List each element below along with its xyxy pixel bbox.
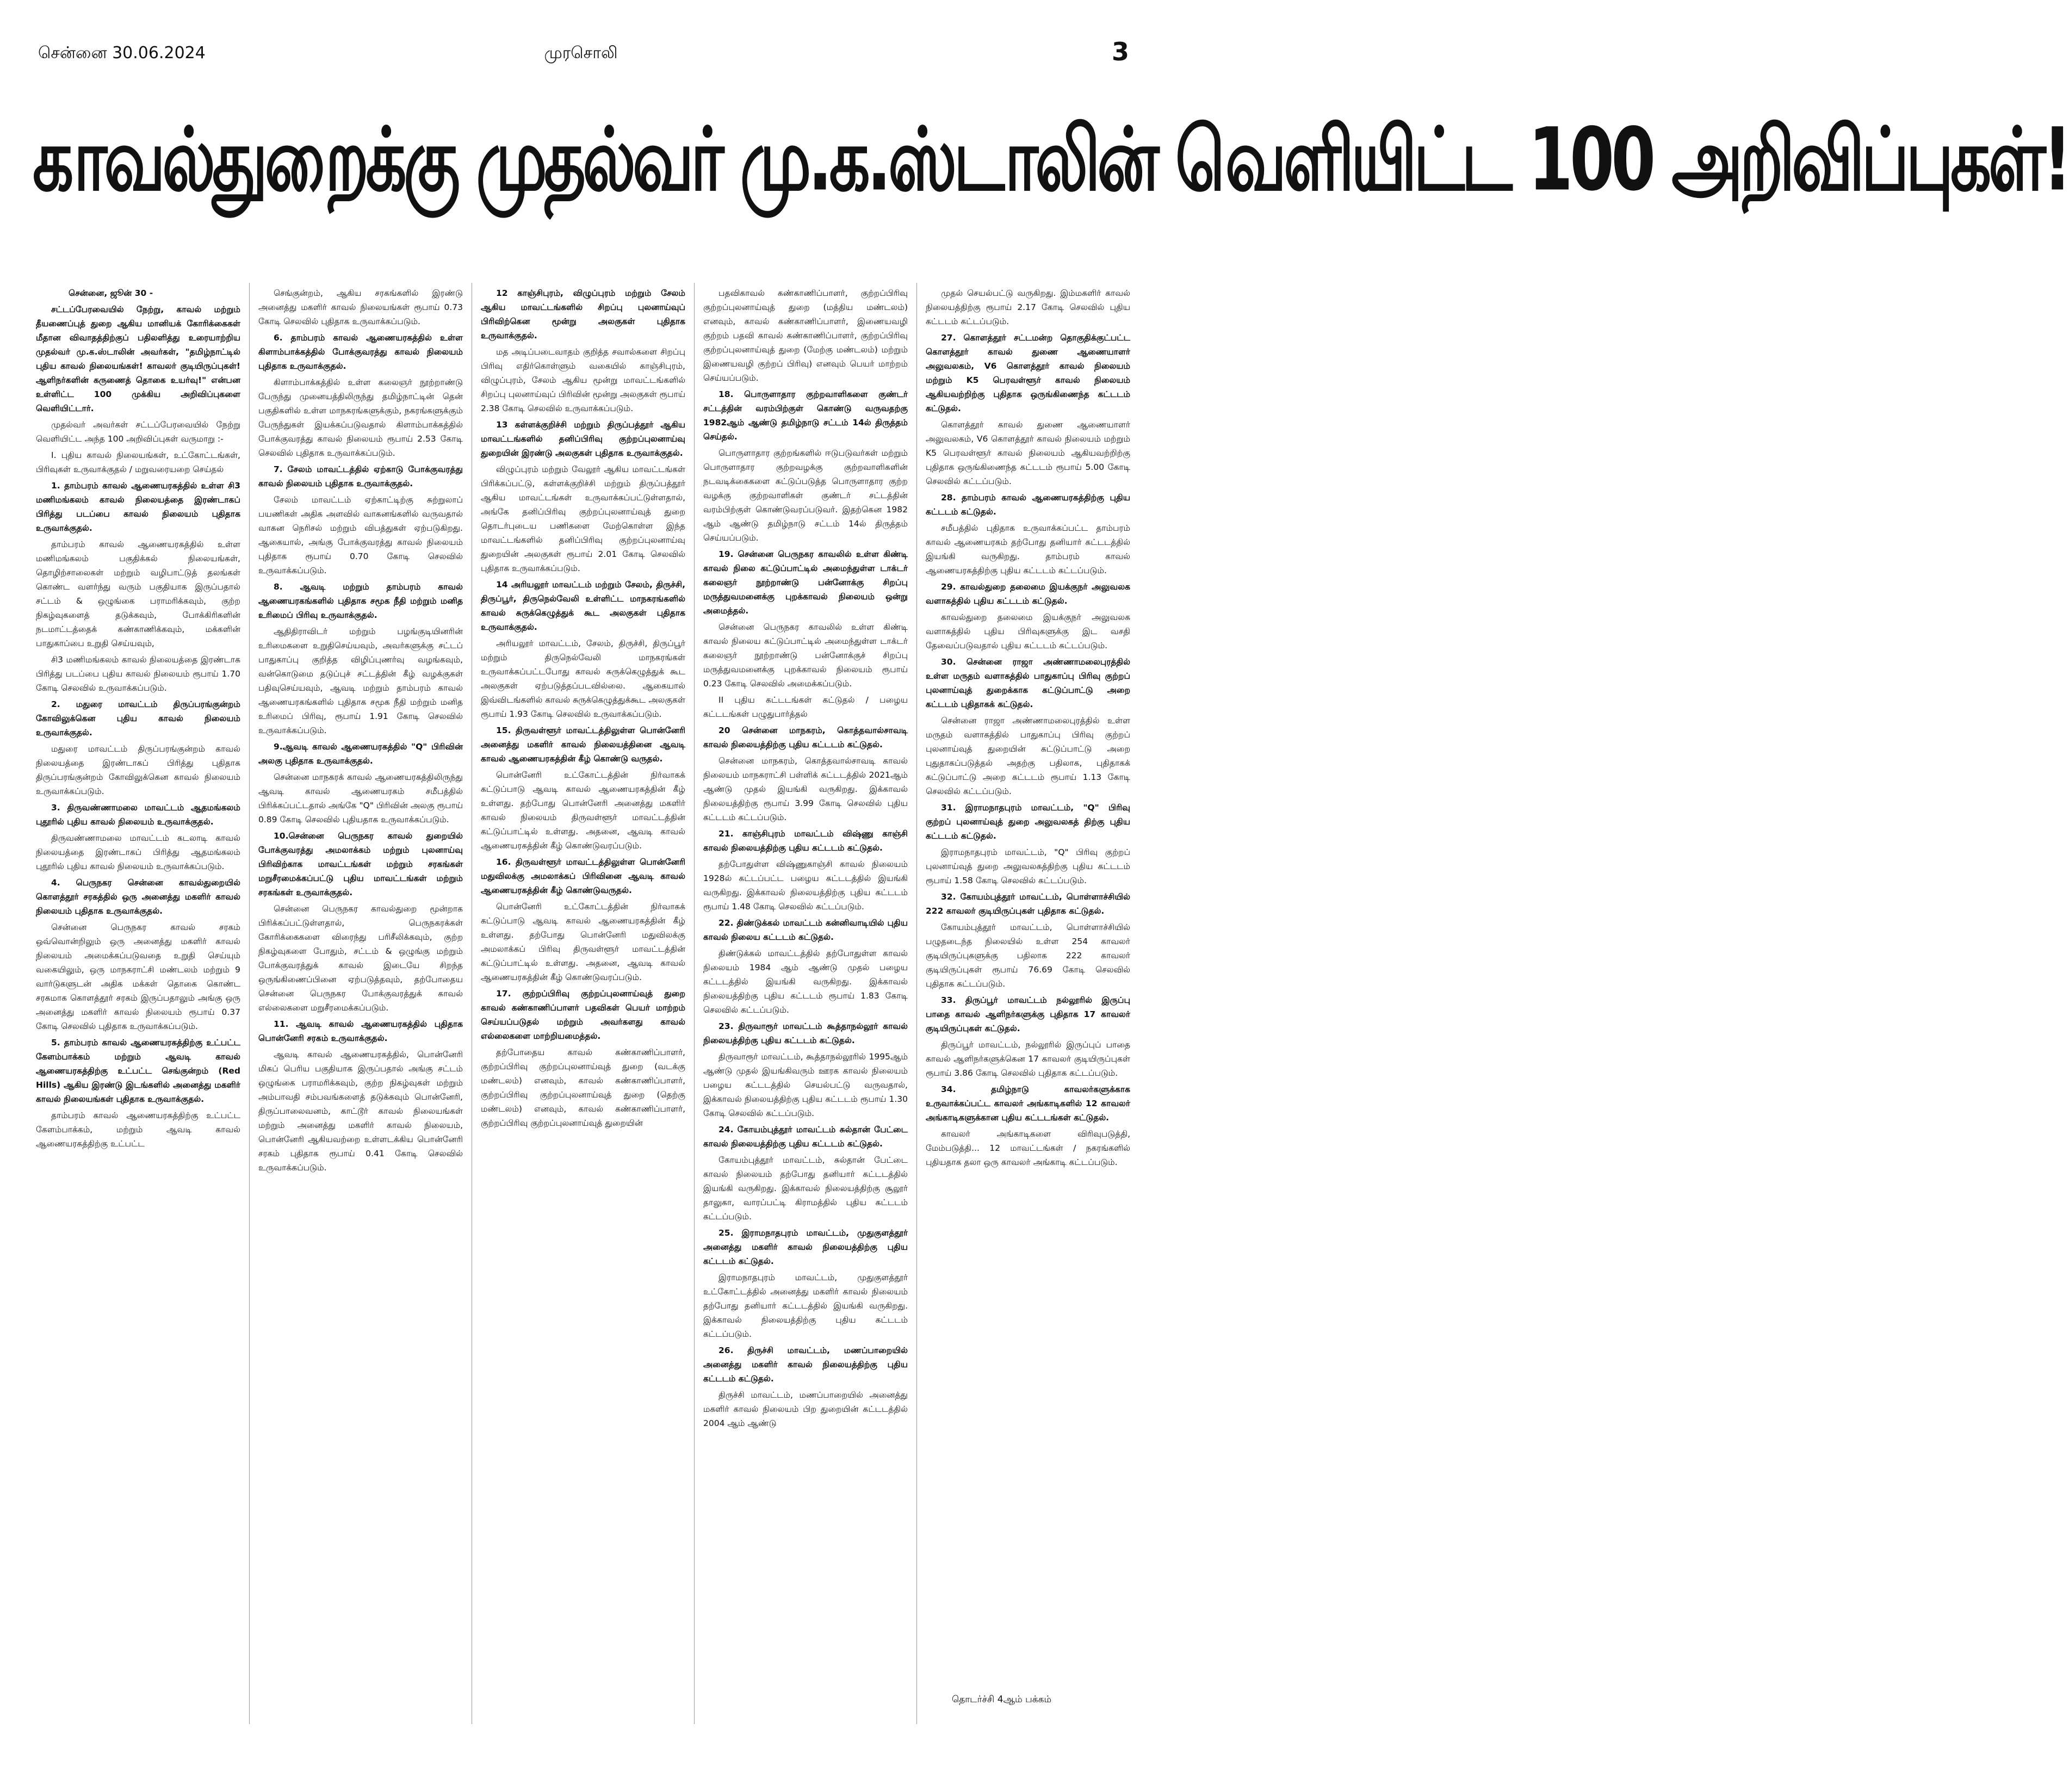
body-paragraph: சென்னை பெருநகர காவலில் உள்ள கிண்டி காவல் நிலைய கட்டுப்பாட்டில் அமைந்துள்ள டாக்டர் கலைஞர் நூற்றாண்டு பன்னோக்குச் சிறப்பு மருத்துவமனைக்கு புறக்காவல் நிலையம் ரூபாய் 0.23 கோடி செலவில் அமைக்கப்படும். <box>703 622 908 689</box>
body-paragraph: மதுரை மாவட்டம் திருப்பரங்குன்றம் காவல் நிலையத்தை இரண்டாகப் பிரித்து புதிதாக திருப்பரங்குன்றம் கோவிலுக்கென காவல் நிலையம் உருவாக்கப்படும். <box>36 744 240 796</box>
body-paragraph: திருப்பூர் மாவட்டம், நல்லூரில் இருப்புப் பாதை காவல் ஆளிநர்களுக்கென 17 காவலர் குடியிருப்புகள் ரூபாய் 3.86 கோடி செலவில் புதிதாக கட்டப்படும். <box>926 1040 1130 1078</box>
body-paragraph: விழுப்புரம் மற்றும் வேலூர் ஆகிய மாவட்டங்கள் பிரிக்கப்பட்டு, கள்ளக்குறிச்சி மற்றும் திருப்பத்தூர் ஆகிய மாவட்டங்கள் உருவாக்கப்பட்டுள்ளதால், அங்கே தனிப்பிரிவு குற்றப்புலனாய்வுத் துறை தொடர்புடைய பணிகளை மேற்கொள்ள இந்த மாவட்டங்களில் தனிப்பிரிவு குற்றப்புலனாய்வு துறையின் அலகுகள் ரூபாய் 2.01 கோடி செலவில் புதிதாக உருவாக்கப்படும். <box>481 464 685 573</box>
article-column-4 <box>703 286 908 1722</box>
body-paragraph: செங்குன்றம், ஆகிய சரகங்களில் இரண்டு அனைத்து மகளிர் காவல் நிலையங்கள் ரூபாய் 0.73 கோடி செலவில் புதிதாக உருவாக்கப்படும். <box>258 288 463 326</box>
announcement-heading: 26. திருச்சி மாவட்டம், மணப்பாறையில் அனைத்து மகளிர் காவல் நிலையத்திற்கு புதிய கட்டடம் கட்டுதல். <box>703 1345 908 1384</box>
body-paragraph: II புதிய கட்டடங்கள் கட்டுதல் / பழைய கட்டடங்கள் பழுதுபார்த்தல் <box>703 695 908 719</box>
body-paragraph: I. புதிய காவல் நிலையங்கள், உட்கோட்டங்கள், பிரிவுகள் உருவாக்குதல் / மறுவரையறை செய்தல் <box>36 450 240 474</box>
body-paragraph: சி3 மணிமங்கலம் காவல் நிலையத்தை இரண்டாக பிரித்து படப்பை புதிய காவல் நிலையம் ரூபாய் 1.70 கோடி செலவில் உருவாக்கப்படும். <box>36 655 240 693</box>
announcement-heading: 31. இராமநாதபுரம் மாவட்டம், "Q" பிரிவு குற்றப் புலனாய்வுத் துறை அலுவலகத் திற்கு புதிய கட்டடம் கட்டுதல். <box>926 803 1130 841</box>
body-paragraph: தாம்பரம் காவல் ஆணையரகத்திற்கு உட்பட்ட கேளம்பாக்கம், மற்றும் ஆவடி காவல் ஆணையரகத்திற்கு உட்பட்ட <box>36 1111 240 1149</box>
continued-note: தொடர்ச்சி 4ஆம் பக்கம் <box>952 1694 1052 1705</box>
announcement-heading: 29. காவல்துறை தலைமை இயக்குநர் அலுவலக வளாகத்தில் புதிய கட்டடம் கட்டுதல். <box>926 582 1130 606</box>
announcement-heading: 2. மதுரை மாவட்டம் திருப்பரங்குன்றம் கோவிலுக்கென புதிய காவல் நிலையம் உருவாக்குதல். <box>36 699 240 737</box>
body-paragraph: பதவிகாவல் கண்காணிப்பாளர், குற்றப்பிரிவு குற்றப்புலனாய்வுத் துறை (மத்திய மண்டலம்) எனவும், காவல் கண்காணிப்பாளர், இணையவழி குற்றம் பதவி காவல் கண்காணிப்பாளர், குற்றப்பிரிவு குற்றப்புலனாய்வுத் துறை (மேற்கு மண்டலம்) மற்றும் இணையவழி குற்றப் பிரிவு) எனவும் பெயர் மாற்றம் செய்யப்படும். <box>703 288 908 383</box>
body-paragraph: ஆவடி காவல் ஆணையரகத்தில், பொன்னேரி மிகப் பெரிய பகுதியாக இருப்பதால் அங்கு சட்டம் ஒழுங்கை பராமரிக்கவும், குற்ற நிகழ்வுகள் மற்றும் அம்பாவதி சம்பவங்களைத் தடுக்கவும் பொன்னேரி, திருப்பாலைவனம், காட்டூர் காவல் நிலையங்கள் மற்றும் அனைத்து மகளிர் காவல் நிலையம், பொன்னேரி ஆகியவற்றை உள்ளடக்கிய பொன்னேரி சரகம் புதிதாக ரூபாய் 0.41 கோடி செலவில் உருவாக்கப்படும். <box>258 1050 463 1173</box>
body-paragraph: தாம்பரம் காவல் ஆணையரகத்தில் உள்ள மணிமங்கலம் பகுதிக்கல் நிலையங்கள், தொழிற்சாலைகள் மற்றும் வழிபாட்டுத் தலங்கள் கொண்ட வளர்ந்து வரும் பகுதியாக இருப்பதால் சட்டம் & ஒழுங்கை பராமரிக்கவும், குற்ற நிகழ்வுகளைத் தடுக்கவும், போக்கிரிகளின் நடமாட்டத்தைக் கண்காணிக்கவும், மக்களின் பாதுகாப்பை உறுதி செய்யவும், <box>36 540 240 648</box>
announcement-heading: 32. கோயம்புத்தூர் மாவட்டம், பொள்ளாச்சியில் 222 காவலர் குடியிருப்புகள் புதிதாக கட்டுதல். <box>926 892 1130 916</box>
announcement-heading: 8. ஆவடி மற்றும் தாம்பரம் காவல் ஆணையரகங்களில் புதிதாக சமூக நீதி மற்றும் மனித உரிமைப் பிரிவு உருவாக்குதல். <box>258 582 463 620</box>
announcement-heading: 21. காஞ்சிபுரம் மாவட்டம் விஷ்ணு காஞ்சி காவல் நிலையத்திற்கு புதிய கட்டடம் கட்டுதல். <box>703 829 908 853</box>
article-column-2 <box>258 286 463 1722</box>
body-paragraph: பொன்னேரி உட்கோட்டத்தின் நிர்வாகக் கட்டுப்பாடு ஆவடி காவல் ஆணையரகத்தின் கீழ் உள்ளது. தற்போது பொன்னேரி அனைத்து மகளிர் காவல் நிலையம் திருவள்ளூர் மாவட்டத்தின் கட்டுப்பாட்டில் உள்ளது. அதனை, ஆவடி காவல் ஆணையரகத்தின் கீழ் கொண்டுவரப்படும். <box>481 770 685 851</box>
body-paragraph: சென்னை மாநகரம், கொத்தவால்சாவடி காவல் நிலையம் மாநகராட்சி பள்ளிக் கட்டடத்தில் 2021ஆம் ஆண்டு முதல் இயங்கி வருகிறது. இக்காவல் நிலையத்திற்கு ரூபாய் 3.99 கோடி செலவில் புதிய கட்டடம் கட்டப்படும். <box>703 756 908 822</box>
body-paragraph: திருவண்ணாமலை மாவட்டம் கடலாடி காவல் நிலையத்தை இரண்டாகப் பிரித்து ஆதமங்கலம் புதூரில் புதிய காவல் நிலையம் உருவாக்கப்படும். <box>36 833 240 871</box>
body-paragraph: ஆதிதிராவிடர் மற்றும் பழங்குடியினரின் உரிமைகளை உறுதிசெய்யவும், அவர்களுக்கு சட்டப் பாதுகாப்பு குறித்த விழிப்புணர்வு வழங்கவும், வன்கொடுமை தடுப்புச் சட்டத்தின் கீழ் வழக்குகள் பதிவுசெய்யவும், ஆவடி மற்றும் தாம்பரம் காவல் ஆணையரகங்களில் புதிதாக சமூக நீதி மற்றும் மனித உரிமைப் பிரிவு, ரூபாய் 1.91 கோடி செலவில் உருவாக்கப்படும். <box>258 627 463 735</box>
announcement-heading: 28. தாம்பரம் காவல் ஆணையரகத்திற்கு புதிய கட்டடம் கட்டுதல். <box>926 493 1130 517</box>
body-paragraph: சென்னை மாநகரக் காவல் ஆணையரகத்திலிருந்து ஆவடி காவல் ஆணையரகம் சமீபத்தில் பிரிக்கப்பட்டதால் அங்கே "Q" பிரிவின் அலகு ரூபாய் 0.89 கோடி செலவில் புதியதாக உருவாக்கப்படும். <box>258 772 463 824</box>
body-paragraph: திருச்சி மாவட்டம், மணப்பாறையில் அனைத்து மகளிர் காவல் நிலையம் பிற துறையின் கட்டடத்தில் 2004 ஆம் ஆண்டு <box>703 1390 908 1428</box>
body-paragraph: சென்னை பெருநகர காவல் சரகம் ஒவ்வொன்றிலும் ஒரு அனைத்து மகளிர் காவல் நிலையம் அமைக்கப்படுவதை உறுதி செய்யும் வகையிலும், ஒரு மாநகராட்சி மண்டலம் மற்றும் 9 வார்டுகளுடன் அதிக மக்கள் தொகை கொண்ட சரகமாக கொளத்தூர் சரகம் இருப்பதாலும் அங்கு ஒரு அனைத்து மகளிர் காவல் நிலையம் ரூபாய் 0.37 கோடி செலவில் புதிதாக உருவாக்கப்படும். <box>36 922 240 1031</box>
body-paragraph: கோயம்புத்தூர் மாவட்டம், சுல்தான் பேட்டை காவல் நிலையம் தற்போது தனியார் கட்டடத்தில் இயங்கி வருகிறது. இக்காவல் நிலையத்திற்கு சூலூர் தாலுகா, வாரப்பட்டி கிராமத்தில் புதிய கட்டடம் கட்டப்படும். <box>703 1155 908 1221</box>
announcement-heading: 25. இராமநாதபுரம் மாவட்டம், முதுகுளத்தூர் அனைத்து மகளிர் காவல் நிலையத்திற்கு புதிய கட்டடம் கட்டுதல். <box>703 1228 908 1266</box>
announcement-heading: 5. தாம்பரம் காவல் ஆணையரகத்திற்கு உட்பட்ட கேளம்பாக்கம் மற்றும் ஆவடி காவல் ஆணையரகத்திற்கு உட்பட்ட செங்குன்றம் (Red Hills) ஆகிய இரண்டு இடங்களில் அனைத்து மகளிர் காவல் நிலையங்கள் புதிதாக உருவாக்குதல். <box>36 1038 240 1104</box>
body-paragraph: இராமநாதபுரம் மாவட்டம், முதுகுளத்தூர் உட்கோட்டத்தில் அனைத்து மகளிர் காவல் நிலையம் தற்போது தனியார் கட்டடத்தில் இயங்கி வருகிறது. இக்காவல் நிலையத்திற்கு புதிய கட்டடம் கட்டப்படும். <box>703 1273 908 1339</box>
announcement-heading: 1. தாம்பரம் காவல் ஆணையரகத்தில் உள்ள சி3 மணிமங்கலம் காவல் நிலையத்தை இரண்டாகப் பிரித்து படப்பை காவல் நிலையம் புதிதாக உருவாக்குதல். <box>36 481 240 533</box>
body-paragraph: கொளத்தூர் காவல் துணை ஆணையாளர் அலுவலகம், V6 கொளத்தூர் காவல் நிலையம் மற்றும் K5 பெரவள்ளூர் காவல் நிலையம் ஆகியவற்றிற்கு புதிதாக ஒருங்கிணைந்த கட்டடம் ரூபாய் 5.00 கோடி செலவில் கட்டப்படும். <box>926 420 1130 486</box>
article-column-1 <box>36 286 240 1722</box>
body-paragraph: காவலர் அங்காடிகளை விரிவுபடுத்தி, மேம்படுத்தி... 12 மாவட்டங்கள் / நகரங்களில் புதியதாக தலா ஒரு காவலர் அங்காடி கட்டப்படும். <box>926 1129 1130 1167</box>
column-rule <box>249 283 250 1724</box>
announcement-heading: 27. கொளத்தூர் சட்டமன்ற தொகுதிக்குட்பட்ட கொளத்தூர் காவல் துணை ஆணையாளர் அலுவலகம், V6 கொளத்தூர் காவல் நிலையம் மற்றும் K5 பெரவள்ளூர் காவல் நிலையம் ஆகியவற்றிற்கு புதிதாக ஒருங்கிணைந்த கட்டடம் கட்டுதல். <box>926 333 1130 413</box>
body-paragraph: திண்டுக்கல் மாவட்டத்தில் தற்போதுள்ள காவல் நிலையம் 1984 ஆம் ஆண்டு முதல் பழைய கட்டடத்தில் இயங்கி வருகிறது. இக்காவல் நிலையத்திற்கு புதிய கட்டடம் ரூபாய் 1.83 கோடி செலவில் கட்டப்படும். <box>703 948 908 1015</box>
announcement-heading: 16. திருவள்ளூர் மாவட்டத்திலுள்ள பொன்னேரி மதுவிலக்கு அமலாக்கப் பிரிவினை ஆவடி காவல் ஆணையரகத்தின் கீழ் கொண்டுவருதல். <box>481 857 685 895</box>
issue-date: சென்னை 30.06.2024 <box>38 44 206 63</box>
announcement-heading: 11. ஆவடி காவல் ஆணையரகத்தில் புதிதாக பொன்னேரி சரகம் உருவாக்குதல். <box>258 1019 463 1043</box>
body-paragraph: முதல்வர் அவர்கள் சட்டப்பேரவையில் நேற்று வெளியிட்ட அந்த 100 அறிவிப்புகள் வருமாறு :- <box>36 420 240 444</box>
announcement-heading: 9.ஆவடி காவல் ஆணையரகத்தில் "Q" பிரிவின் அலகு புதிதாக உருவாக்குதல். <box>258 742 463 766</box>
announcement-heading: 20 சென்னை மாநகரம், கொத்தவால்சாவடி காவல் நிலையத்திற்கு புதிய கட்டடம் கட்டுதல். <box>703 726 908 749</box>
body-paragraph: தற்போதுள்ள விஷ்ணுகாஞ்சி காவல் நிலையம் 1928ல் கட்டப்பட்ட பழைய கட்டடத்தில் இயங்கி வருகிறது. இக்காவல் நிலையத்திற்கு புதிய கட்டடம் ரூபாய் 1.48 கோடி செலவில் கட்டப்படும். <box>703 859 908 911</box>
body-paragraph: பொன்னேரி உட்கோட்டத்தின் நிர்வாகக் கட்டுப்பாடு ஆவடி காவல் ஆணையரகத்தின் கீழ் உள்ளது. தற்போது பொன்னேரி மதுவிலக்கு அமலாக்கப் பிரிவு திருவள்ளூர் மாவட்டத்தின் கட்டுப்பாட்டில் உள்ளது. அதனை, ஆவடி காவல் ஆணையரகத்தின் கீழ் கொண்டுவரப்படும். <box>481 902 685 982</box>
announcement-heading: 4. பெருநகர சென்னை காவல்துறையில் கொளத்தூர் சரகத்தில் ஒரு அனைத்து மகளிர் காவல் நிலையம் புதிதாக உருவாக்குதல். <box>36 878 240 916</box>
body-paragraph: மத அடிப்படைவாதம் குறித்த சவால்களை சிறப்பு பிரிவு எதிர்கொள்ளும் வகையில் காஞ்சிபுரம், விழுப்புரம், சேலம் ஆகிய மூன்று மாவட்டங்களில் சிறப்பு புலனாய்வுப் பிரிவின் மூன்று அலகுகள் ரூபாய் 2.38 கோடி செலவில் உருவாக்கப்படும். <box>481 347 685 413</box>
masthead <box>33 37 1129 71</box>
announcement-heading: 3. திருவண்ணாமலை மாவட்டம் ஆதமங்கலம் புதூரில் புதிய காவல் நிலையம் உருவாக்குதல். <box>36 803 240 827</box>
announcement-heading: 34. தமிழ்நாடு காவலர்களுக்காக உருவாக்கப்பட்ட காவலர் அங்காடிகளில் 12 காவலர் அங்காடிகளுக்கான புதிய கட்டடங்கள் கட்டுதல். <box>926 1084 1130 1123</box>
announcement-heading: 22. திண்டுக்கல் மாவட்டம் கன்னிவாடியில் புதிய காவல் நிலைய கட்டடம் கட்டுதல். <box>703 918 908 942</box>
body-paragraph: இராமநாதபுரம் மாவட்டம், "Q" பிரிவு குற்றப் புலனாய்வுத் துறை அலுவலகத்திற்கு புதிய கட்டடம் ரூபாய் 1.58 கோடி செலவில் கட்டப்படும். <box>926 847 1130 885</box>
body-paragraph: திருவாரூர் மாவட்டம், கூத்தாநல்லூரில் 1995ஆம் ஆண்டு முதல் இயங்கிவரும் ஊரக காவல் நிலையம் பழைய கட்டடத்தில் செயல்பட்டு வருவதால், இக்காவல் நிலையத்திற்கு புதிய கட்டடம் ரூபாய் 1.30 கோடி செலவில் கட்டப்படும். <box>703 1052 908 1118</box>
body-paragraph: கிளாம்பாக்கத்தில் உள்ள கலைஞர் நூற்றாண்டு பேருந்து முனையத்திலிருந்து தமிழ்நாட்டின் தென் பகுதிகளில் உள்ள மாநகரங்களுக்கும், நகரங்களுக்கும் பேருந்துகள் இயக்கப்படுவதால் கிளாம்பாக்கத்தில் போக்குவரத்து காவல் நிலையம் ரூபாய் 2.53 கோடி செலவில் புதிதாக உருவாக்கப்படும். <box>258 377 463 458</box>
body-paragraph: காவல்துறை தலைமை இயக்குநர் அலுவலக வளாகத்தில் புதிய பிரிவுகளுக்கு இட வசதி தேவைப்படுவதால் புதிய கட்டடம் கட்டப்படும். <box>926 612 1130 650</box>
announcement-heading: 23. திருவாரூர் மாவட்டம் கூத்தாநல்லூர் காவல் நிலையத்திற்கு புதிய கட்டடம் கட்டுதல். <box>703 1021 908 1045</box>
dateline: சென்னை, ஜூன் 30 - <box>69 288 153 298</box>
body-paragraph: முதல் செயல்பட்டு வருகிறது. இம்மகளிர் காவல் நிலையத்திற்கு ரூபாய் 2.17 கோடி செலவில் புதிய கட்டடம் கட்டப்படும். <box>926 288 1130 326</box>
announcement-heading: 17. குற்றப்பிரிவு குற்றப்புலனாய்வுத் துறை காவல் கண்காணிப்பாளர் பதவிகள் பெயர் மாற்றம் செய்யப்படுதல் மற்றும் அவர்களது காவல் எல்லைகளை மாற்றியமைத்தல். <box>481 989 685 1041</box>
announcement-heading: 33. திருப்பூர் மாவட்டம் நல்லூரில் இருப்பு பாதை காவல் ஆளிநர்களுக்கு புதிதாக 17 காவலர் குடியிருப்புகள் கட்டுதல். <box>926 995 1130 1033</box>
body-paragraph: பொருளாதார குற்றங்களில் ஈடுபடுவர்கள் மற்றும் பொருளாதார குற்றவழக்கு குற்றவாளிகளின் நடவடிக்கைகளை கட்டுப்படுத்த பொருளாதார குற்ற வழக்கு குற்றவாளிகள் குண்டர் சட்டத்தின் வரம்பிற்குள் கொண்டுவரப்படுவர். இதற்கென 1982 ஆம் ஆண்டு தமிழ்நாடு சட்டம் 14ல் திருத்தம் செய்யப்படும். <box>703 448 908 543</box>
newspaper-name: முரசொலி <box>544 44 618 63</box>
body-paragraph: சென்னை ராஜா அண்ணாமலைபுரத்தில் உள்ள மருதம் வளாகத்தில் பாதுகாப்பு பிரிவு குற்றப் புலனாய்வுத் துறையின் கட்டுப்பாட்டு அறை புதுதாகப்படுத்தல் அதற்கு பதிலாக, புதிதாகக் கட்டுப்பாட்டு அறை கட்டடம் ரூபாய் 1.13 கோடி செலவில் கட்டப்படும். <box>926 716 1130 796</box>
announcement-heading: 19. சென்னை பெருநகர காவலில் உள்ள கிண்டி காவல் நிலை கட்டுப்பாட்டில் அமைந்துள்ள டாக்டர் கலைஞர் நூற்றாண்டு பன்னோக்கு சிறப்பு மருத்துவமனைக்கு புறக்காவல் நிலையம் ஒன்று அமைத்தல். <box>703 549 908 616</box>
announcement-heading: 10.சென்னை பெருநகர காவல் துறையில் போக்குவரத்து அமலாக்கம் மற்றும் புலனாய்வு பிரிவிற்காக மாவட்டங்கள் மற்றும் சரகங்கள் மறுசீரமைக்கப்பட்டு புதிய மாவட்டங்கள் மற்றும் சரகங்கள் உருவாக்குதல். <box>258 831 463 897</box>
page-number: 3 <box>1111 37 1129 66</box>
column-rule <box>916 283 917 1724</box>
body-paragraph: சமீபத்தில் புதிதாக உருவாக்கப்பட்ட தாம்பரம் காவல் ஆணையரகம் தற்போது தனியார் கட்டடத்தில் இயங்கி வருகிறது. தாம்பரம் காவல் ஆணையரகத்திற்கு புதிய கட்டடம் கட்டப்படும். <box>926 523 1130 575</box>
announcement-heading: 6. தாம்பரம் காவல் ஆணையரகத்தில் உள்ள கிளாம்பாக்கத்தில் போக்குவரத்து காவல் நிலையம் புதிதாக உருவாக்குதல். <box>258 333 463 371</box>
announcement-heading: 18. பொருளாதார குற்றவாளிகளை குண்டர் சட்டத்தின் வரம்பிற்குள் கொண்டு வருவதற்கு 1982ஆம் ஆண்டு தமிழ்நாடு சட்டம் 14ல் திருத்தம் செய்தல். <box>703 389 908 442</box>
body-paragraph: சேலம் மாவட்டம் ஏற்காட்டிற்கு சுற்றுலாப் பயணிகள் அதிக அளவில் வாகனங்களில் வருவதால் வாகன நெரிசல் மற்றும் விபத்துகள் ஏற்படுகிறது. ஆகையால், அங்கு போக்குவரத்து காவல் நிலையம் புதிதாக ரூபாய் 0.70 கோடி செலவில் உருவாக்கப்படும். <box>258 495 463 575</box>
announcement-heading: 7. சேலம் மாவட்டத்தில் ஏற்காடு போக்குவரத்து காவல் நிலையம் புதிதாக உருவாக்குதல். <box>258 464 463 488</box>
announcement-heading: 13 கள்ளக்குறிச்சி மற்றும் திருப்பத்தூர் ஆகிய மாவட்டங்களில் தனிப்பிரிவு குற்றப்புலனாய்வு துறையின் இரண்டு அலகுகள் புதிதாக உருவாக்குதல். <box>481 420 685 458</box>
body-paragraph: கோயம்புத்தூர் மாவட்டம், பொள்ளாச்சியில் பழுதடைந்த நிலையில் உள்ள 254 காவலர் குடியிருப்புகளுக்கு பதிலாக 222 காவலர் குடியிருப்புகள் ரூபாய் 76.69 கோடி செலவில் புதிதாக கட்டப்படும். <box>926 922 1130 989</box>
announcement-heading: 12 காஞ்சிபுரம், விழுப்புரம் மற்றும் சேலம் ஆகிய மாவட்டங்களில் சிறப்பு புலனாய்வுப் பிரிவிற்கென மூன்று அலகுகள் புதிதாக உருவாக்குதல். <box>481 288 685 340</box>
announcement-heading: சட்டப்பேரவையில் நேற்று, காவல் மற்றும் தீயணைப்புத் துறை ஆகிய மானியக் கோரிக்கைகள் மீதான விவாதத்திற்குப் பதிலளித்து உரையாற்றிய முதல்வர் மு.க.ஸ்டாலின் அவர்கள், "தமிழ்நாட்டில் புதிய காவல் நிலையங்கள்! காவலர் குடியிருப்புகள்! ஆளிநர்களின் கருணைத் தொகை உயர்வு!" என்பன உள்ளிட்ட 100 முக்கிய அறிவிப்புகளை வெளியிட்டார். <box>36 305 240 413</box>
column-rule <box>694 283 695 1724</box>
article-column-5 <box>926 286 1130 1722</box>
page-headline: காவல்துறைக்கு முதல்வர் மு.க.ஸ்டாலின் வெளியிட்ட 100 அறிவிப்புகள்! <box>33 108 2069 210</box>
announcement-heading: 15. திருவள்ளூர் மாவட்டத்திலுள்ள பொன்னேரி அனைத்து மகளிர் காவல் நிலையத்தினை ஆவடி காவல் ஆணையரகத்தின் கீழ் கொண்டு வருதல். <box>481 726 685 764</box>
body-paragraph: அரியலூர் மாவட்டம், சேலம், திருச்சி, திருப்பூர் மற்றும் திருநெல்வேலி மாநகரங்கள் உருவாக்கப்பட்டபோது காவல் சுருக்கெழுத்துக் கூட அலகுகள் ஏற்படுத்தப்படவில்லை. ஆகையால் இவ்விடங்களில் காவல் சுருக்கெழுத்துக்கூட அலகுகள் ரூபாய் 1.93 கோடி செலவில் உருவாக்கப்படும். <box>481 638 685 719</box>
announcement-heading: 24. கோயம்புத்தூர் மாவட்டம் சுல்தான் பேட்டை காவல் நிலையத்திற்கு புதிய கட்டடம் கட்டுதல். <box>703 1125 908 1149</box>
announcement-heading: 14 அரியலூர் மாவட்டம் மற்றும் சேலம், திருச்சி, திருப்பூர், திருநெல்வேலி உள்ளிட்ட மாநகரங்களில் காவல் சுருக்கெழுத்துக் கூட அலகுகள் புதிதாக உருவாக்குதல். <box>481 580 685 632</box>
body-paragraph: சென்னை பெருநகர காவல்துறை மூன்றாக பிரிக்கப்பட்டுள்ளதால், பெருநகரக்கள் கோரிக்கைகளை விரைந்து பரிசீலிக்கவும், குற்ற நிகழ்வுகளை போதும், சட்டம் & ஒழுங்கு மற்றும் போக்குவரத்துக் காவல் இடையே சிறந்த ஒருங்கிணைப்பினை ஏற்படுத்தவும், தற்போதைய சென்னை பெருநகர போக்குவரத்துக் காவல் எல்லைகளை மறுசீரமைக்கப்படும். <box>258 904 463 1013</box>
body-paragraph: தற்போதைய காவல் கண்காணிப்பாளர், குற்றப்பிரிவு குற்றப்புலனாய்வுத் துறை (வடக்கு மண்டலம்) எனவும், காவல் கண்காணிப்பாளர், குற்றப்பிரிவு குற்றப்புலனாய்வுத் துறை (தெற்கு மண்டலம்) எனவும், காவல் கண்காணிப்பாளர், குற்றப்பிரிவு குற்றப்புலனாய்வுத் துறையின் <box>481 1047 685 1128</box>
announcement-heading: 30. சென்னை ராஜா அண்ணாமலைபுரத்தில் உள்ள மருதம் வளாகத்தில் பாதுகாப்பு பிரிவு குற்றப் புலனாய்வுத் துறைக்காக கட்டுப்பாட்டு அறை கட்டடம் புதிதாகக் கட்டுதல். <box>926 657 1130 709</box>
article-column-3 <box>481 286 685 1722</box>
